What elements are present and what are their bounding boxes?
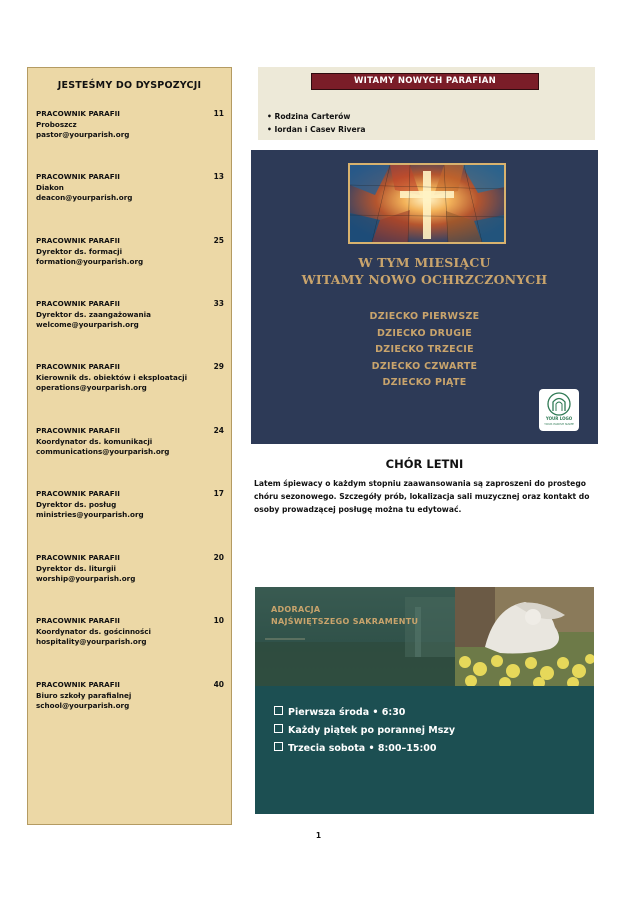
staff-number: 20: [213, 553, 224, 562]
staff-role: PRACOWNIK PARAFII: [36, 109, 120, 118]
baptism-heading: [251, 254, 598, 288]
staff-entry: [36, 616, 226, 648]
staff-title-text: Diakon: [36, 182, 64, 192]
staff-number: 33: [213, 299, 224, 308]
staff-role: PRACOWNIK PARAFII: [36, 299, 120, 308]
child-name: DZIECKO DRUGIE: [376, 327, 473, 339]
choir-title: CHÓR LETNI: [385, 457, 464, 471]
adoration-time-text: Trzecia sobota • 8:00–15:00: [288, 743, 437, 755]
staff-role: PRACOWNIK PARAFII: [36, 616, 120, 625]
staff-email[interactable]: communications@yourparish.org: [36, 447, 170, 456]
welcome-box: [258, 67, 595, 140]
church-interior-image: [255, 587, 455, 686]
staff-role: PRACOWNIK PARAFII: [36, 236, 120, 245]
staff-entry: [36, 236, 226, 268]
staff-directory: [27, 67, 232, 825]
staff-number: 29: [213, 362, 224, 371]
child-name: DZIECKO PIERWSZE: [369, 311, 480, 322]
staff-entry: [36, 299, 226, 331]
welcome-family-list: [267, 110, 366, 136]
page-number: 1: [315, 831, 322, 840]
parish-logo: [539, 389, 579, 431]
staff-entry: [36, 489, 226, 521]
staff-number: 40: [213, 680, 224, 689]
welcome-banner: WITAMY NOWYCH PARAFIAN: [311, 73, 539, 90]
staff-email[interactable]: hospitality@yourparish.org: [36, 637, 147, 646]
staff-title-text: Kierownik ds. obiektów i eksploatacji: [36, 372, 188, 382]
adoration-title-line1: ADORACJA: [271, 605, 321, 614]
staff-entry: [36, 680, 226, 712]
adoration-time-text: Każdy piątek po porannej Mszy: [288, 725, 456, 737]
staff-email[interactable]: welcome@yourparish.org: [36, 320, 139, 329]
baptism-heading-line1: W TYM MIESIĄCU: [358, 255, 491, 270]
choir-description: Latem śpiewacy o każdym stopniu zaawansowania są zaproszeni do prostego chóru sezonowego. Szczegóły prób, lokalizacja sali muzycznej oraz kontakt do osoby prowadzącej posługę można tu edytować.: [254, 479, 590, 514]
staff-title: JESTEŚMY DO DYSPOZYCJI: [57, 80, 202, 91]
staff-number: 10: [213, 616, 224, 625]
staff-email[interactable]: worship@yourparish.org: [36, 574, 136, 583]
stained-glass-art: [350, 165, 504, 242]
staff-role: PRACOWNIK PARAFII: [36, 553, 120, 562]
staff-email[interactable]: ministries@yourparish.org: [36, 510, 144, 519]
child-name: DZIECKO PIĄTE: [382, 377, 467, 388]
adoration-header: [255, 587, 594, 686]
staff-number: 25: [213, 236, 224, 245]
staff-email[interactable]: school@yourparish.org: [36, 701, 130, 710]
staff-role: PRACOWNIK PARAFII: [36, 680, 120, 689]
logo-text: [539, 417, 579, 426]
staff-number: 24: [213, 426, 224, 435]
staff-role: PRACOWNIK PARAFII: [36, 426, 120, 435]
staff-email[interactable]: formation@yourparish.org: [36, 257, 144, 266]
staff-role: PRACOWNIK PARAFII: [36, 362, 120, 371]
child-name: DZIECKO TRZECIE: [375, 344, 474, 355]
adoration-title: [271, 604, 418, 628]
welcome-family-item: • Iordan i Casev Rivera: [267, 125, 366, 134]
staff-entry: [36, 109, 226, 141]
staff-title-text: Dyrektor ds. posług: [36, 499, 117, 509]
staff-entry: [36, 553, 226, 585]
adoration-title-line2: NAJŚWIĘTSZEGO SAKRAMENTU: [271, 617, 419, 626]
staff-title-text: Biuro szkoły parafialnej: [36, 690, 132, 700]
staff-email[interactable]: deacon@yourparish.org: [36, 193, 133, 202]
staff-title-text: Proboszcz: [36, 119, 77, 129]
welcome-family-item: • Rodzina Carterów: [267, 112, 351, 121]
staff-title-text: Dyrektor ds. formacji: [36, 246, 123, 256]
staff-title-text: Koordynator ds. komunikacji: [36, 436, 153, 446]
adoration-time-text: Pierwsza środa • 6:30: [288, 707, 406, 718]
staff-title-text: Dyrektor ds. liturgii: [36, 563, 117, 573]
staff-number: 13: [213, 172, 224, 181]
staff-role: PRACOWNIK PARAFII: [36, 172, 120, 181]
church-icon: [539, 389, 579, 417]
staff-number: 11: [213, 109, 224, 118]
angel-statue-image: [455, 587, 594, 686]
staff-entry: [36, 172, 226, 204]
staff-title-text: Koordynator ds. gościnności: [36, 626, 151, 636]
staff-entry: [36, 362, 226, 394]
staff-entry: [36, 426, 226, 458]
staff-number: 17: [213, 489, 224, 498]
logo-line1: YOUR LOGO: [545, 416, 573, 421]
baptism-panel: [251, 150, 598, 444]
adoration-time-item: [274, 722, 455, 740]
adoration-background: [255, 587, 455, 686]
staff-title-text: Dyrektor ds. zaangażowania: [36, 309, 151, 319]
adoration-time-item: [274, 704, 455, 722]
adoration-times-list: [274, 704, 455, 759]
angel-statue-photo: [455, 587, 594, 686]
baptized-children-list: [251, 309, 598, 392]
adoration-schedule: [255, 686, 594, 814]
baptism-heading-line2: WITAMY NOWO OCHRZCZONYCH: [301, 272, 548, 287]
adoration-time-item: [274, 740, 455, 758]
checkbox-icon: [274, 724, 283, 733]
staff-email[interactable]: pastor@yourparish.org: [36, 130, 130, 139]
staff-role: PRACOWNIK PARAFII: [36, 489, 120, 498]
staff-email[interactable]: operations@yourparish.org: [36, 383, 147, 392]
child-name: DZIECKO CZWARTE: [371, 360, 478, 372]
stained-glass-image: [348, 163, 506, 244]
checkbox-icon: [274, 742, 283, 751]
checkbox-icon: [274, 706, 283, 715]
logo-line2: YOUR PARISH NAME: [544, 421, 574, 426]
